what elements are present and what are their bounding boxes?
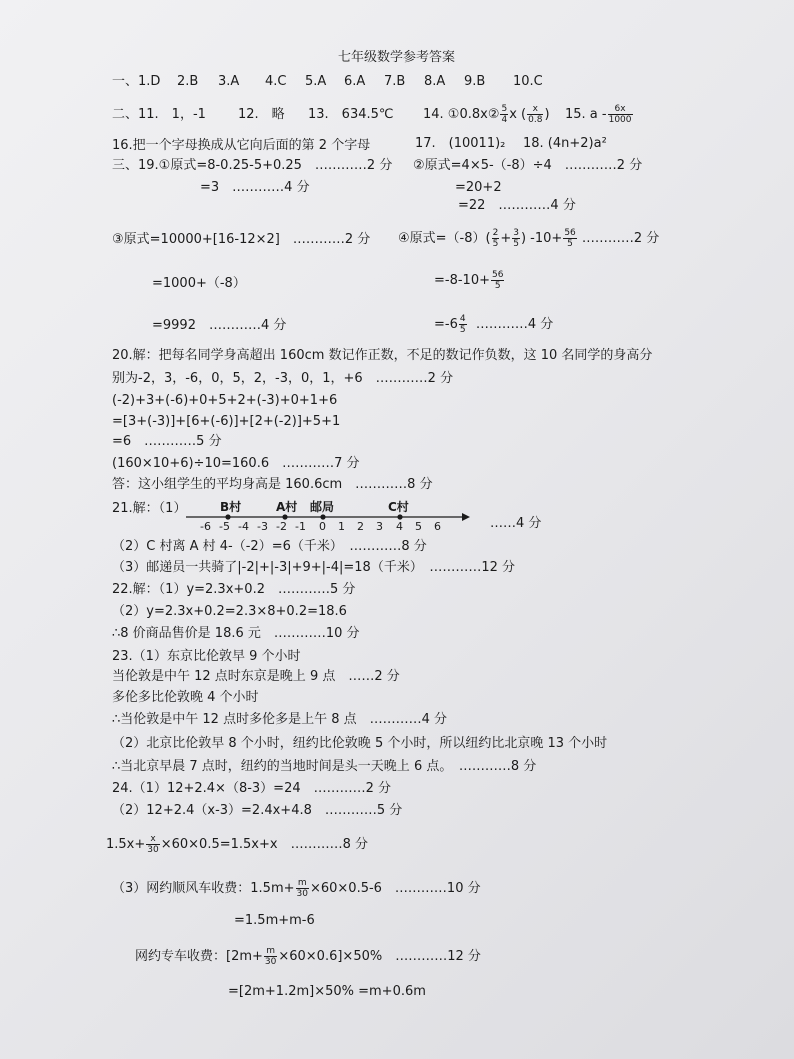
q21-line: （2）C 村离 A 村 4-（-2）=6（千米） …………8 分 [112, 539, 427, 554]
fraction: $\frac{4}{5}$ [459, 314, 466, 335]
q19-line: =20+2 [455, 180, 502, 195]
village-label: B村 [220, 500, 242, 514]
fraction: $\frac{6x}{1000}$ [608, 104, 632, 125]
answer-item: 2.B [177, 74, 199, 89]
point-a [282, 514, 287, 519]
q24-line: （2）12+2.4（x-3）=2.4x+4.8 …………5 分 [112, 803, 403, 818]
tick-label: -6 [200, 520, 211, 533]
answer-18: 18. (4n+2)a² [523, 136, 607, 151]
number-line [182, 498, 482, 536]
answer-14: 14. ①0.8x② $\frac{5}{4}$ x ( $\frac{x}{0.8}$ ) [423, 104, 550, 125]
village-label: A村 [276, 500, 298, 514]
fraction: $\frac{3}{5}$ [513, 228, 519, 249]
q19-line: ④原式=（-8）( $\frac{2}{5}$ + $\frac{3}{5}$ ) -10+ $\frac{56}{5}$ …………2 分 [398, 228, 660, 249]
tick-label: 5 [415, 520, 422, 533]
q24-line: 1.5x+ $\frac{x}{30}$ ×60×0.5=1.5x+x …………8 分 [106, 834, 368, 855]
answer-item: 9.B [464, 74, 486, 89]
q20-line: =6 …………5 分 [112, 434, 222, 449]
q22-line: （2）y=2.3x+0.2=2.3×8+0.2=18.6 [112, 604, 347, 619]
answer-11: 11. 1，-1 [138, 107, 206, 122]
answer-item: 7.B [384, 74, 406, 89]
fraction: $\frac{m}{30}$ [264, 946, 277, 967]
answer-12: 12. 略 [238, 107, 285, 122]
q23-line: 当伦敦是中午 12 点时东京是晚上 9 点 ……2 分 [112, 669, 400, 684]
point-c [397, 514, 402, 519]
tick-label: 4 [396, 520, 403, 533]
tick-label: -1 [295, 520, 306, 533]
fraction: $\frac{x}{30}$ [147, 834, 159, 855]
q21-line: （3）邮递员一共骑了|-2|+|-3|+9+|-4|=18（千米） …………12 分 [112, 560, 515, 575]
section-one-label: 一、 [112, 74, 139, 89]
answer-17: 17. (10011)₂ [415, 136, 506, 151]
q19-line: =-8-10+ $\frac{56}{5}$ [434, 270, 504, 291]
tick-label: 2 [357, 520, 364, 533]
tick-label: -4 [238, 520, 249, 533]
answer-item: 5.A [305, 74, 327, 89]
q23-line: 多伦多比伦敦晚 4 个小时 [112, 690, 259, 705]
q19-line: =22 …………4 分 [458, 198, 576, 213]
answer-item: 3.A [218, 74, 240, 89]
village-label: C村 [388, 500, 409, 514]
q22-line: 22.解：（1）y=2.3x+0.2 …………5 分 [112, 582, 356, 597]
arrow-head [462, 513, 470, 521]
answer-15: 15. a - $\frac{6x}{1000}$ [565, 104, 632, 125]
fraction: $\frac{m}{30}$ [296, 878, 308, 899]
tick-label: 1 [338, 520, 345, 533]
answer-16: 16.把一个字母换成从它向后面的第 2 个字母 [112, 138, 371, 153]
fraction: $\frac{5}{4}$ [501, 104, 508, 125]
document-title: 七年级数学参考答案 [338, 50, 456, 65]
answer-item: 1.D [138, 74, 161, 89]
answer-item: 4.C [265, 74, 287, 89]
q20-line: (-2)+3+(-6)+0+5+2+(-3)+0+1+6 [112, 393, 338, 408]
point-b [225, 514, 230, 519]
tick-label: 3 [376, 520, 383, 533]
q24-line: 网约专车收费：[2m+ $\frac{m}{30}$ ×60×0.6]×50% …………12 分 [135, 946, 481, 967]
q24-line: 24.（1）12+2.4×（8-3）=24 …………2 分 [112, 781, 392, 796]
q20-line: 别为-2，3，-6，0，5，2，-3，0，1，+6 …………2 分 [112, 371, 454, 386]
q20-line: 答：这小组学生的平均身高是 160.6cm …………8 分 [112, 477, 433, 492]
q23-line: ∴当伦敦是中午 12 点时多伦多是上午 8 点 …………4 分 [112, 712, 448, 727]
q23-line: 23.（1）东京比伦敦早 9 个小时 [112, 649, 301, 664]
answer-item: 6.A [344, 74, 366, 89]
q23-line: ∴当北京早晨 7 点时，纽约的当地时间是头一天晚上 6 点。 …………8 分 [112, 759, 537, 774]
q19-line: =1000+（-8） [152, 276, 246, 291]
fraction: $\frac{56}{5}$ [491, 270, 504, 291]
q23-line: （2）北京比伦敦早 8 个小时，纽约比伦敦晚 5 个小时，所以纽约比北京晚 13 个小时 [112, 736, 608, 751]
answer-13: 13. 634.5℃ [308, 107, 394, 122]
q19-line: =-6 $\frac{4}{5}$ …………4 分 [434, 314, 554, 335]
q20-line: 20.解：把每名同学身高超出 160cm 数记作正数，不足的数记作负数，这 10 名同学的身高分 [112, 348, 653, 363]
fraction: $\frac{2}{5}$ [492, 228, 499, 249]
q19-line: =3 …………4 分 [200, 180, 310, 195]
tick-label: 6 [434, 520, 441, 533]
fraction: $\frac{x}{0.8}$ [528, 104, 543, 125]
q19-line: ②原式=4×5-（-8）÷4 …………2 分 [413, 158, 643, 173]
q19-line: ③原式=10000+[16-12×2] …………2 分 [112, 232, 371, 247]
q24-line: =[2m+1.2m]×50% =m+0.6m [228, 984, 426, 999]
tick-label: -2 [276, 520, 287, 533]
fraction: $\frac{56}{5}$ [564, 228, 576, 249]
answer-item: 8.A [424, 74, 446, 89]
q24-line: （3）网约顺风车收费：1.5m+ $\frac{m}{30}$ ×60×0.5-6 …………10 分 [112, 878, 481, 899]
q24-line: =1.5m+m-6 [234, 913, 315, 928]
q22-line: ∴8 价商品售价是 18.6 元 …………10 分 [112, 626, 360, 641]
q20-line: (160×10+6)÷10=160.6 …………7 分 [112, 456, 360, 471]
q21-head: 21.解：（1） [112, 501, 187, 516]
q21-score: ……4 分 [490, 516, 542, 531]
tick-label: 0 [319, 520, 326, 533]
village-label: 邮局 [310, 500, 335, 514]
answer-item: 10.C [513, 74, 543, 89]
q19-line: =9992 …………4 分 [152, 318, 287, 333]
point-post-office [320, 514, 325, 519]
q19-line: 三、19.①原式=8-0.25-5+0.25 …………2 分 [112, 158, 393, 173]
section-two-label: 二、 [112, 107, 139, 122]
tick-label: -5 [219, 520, 230, 533]
tick-label: -3 [257, 520, 268, 533]
q20-line: =[3+(-3)]+[6+(-6)]+[2+(-2)]+5+1 [112, 414, 341, 429]
